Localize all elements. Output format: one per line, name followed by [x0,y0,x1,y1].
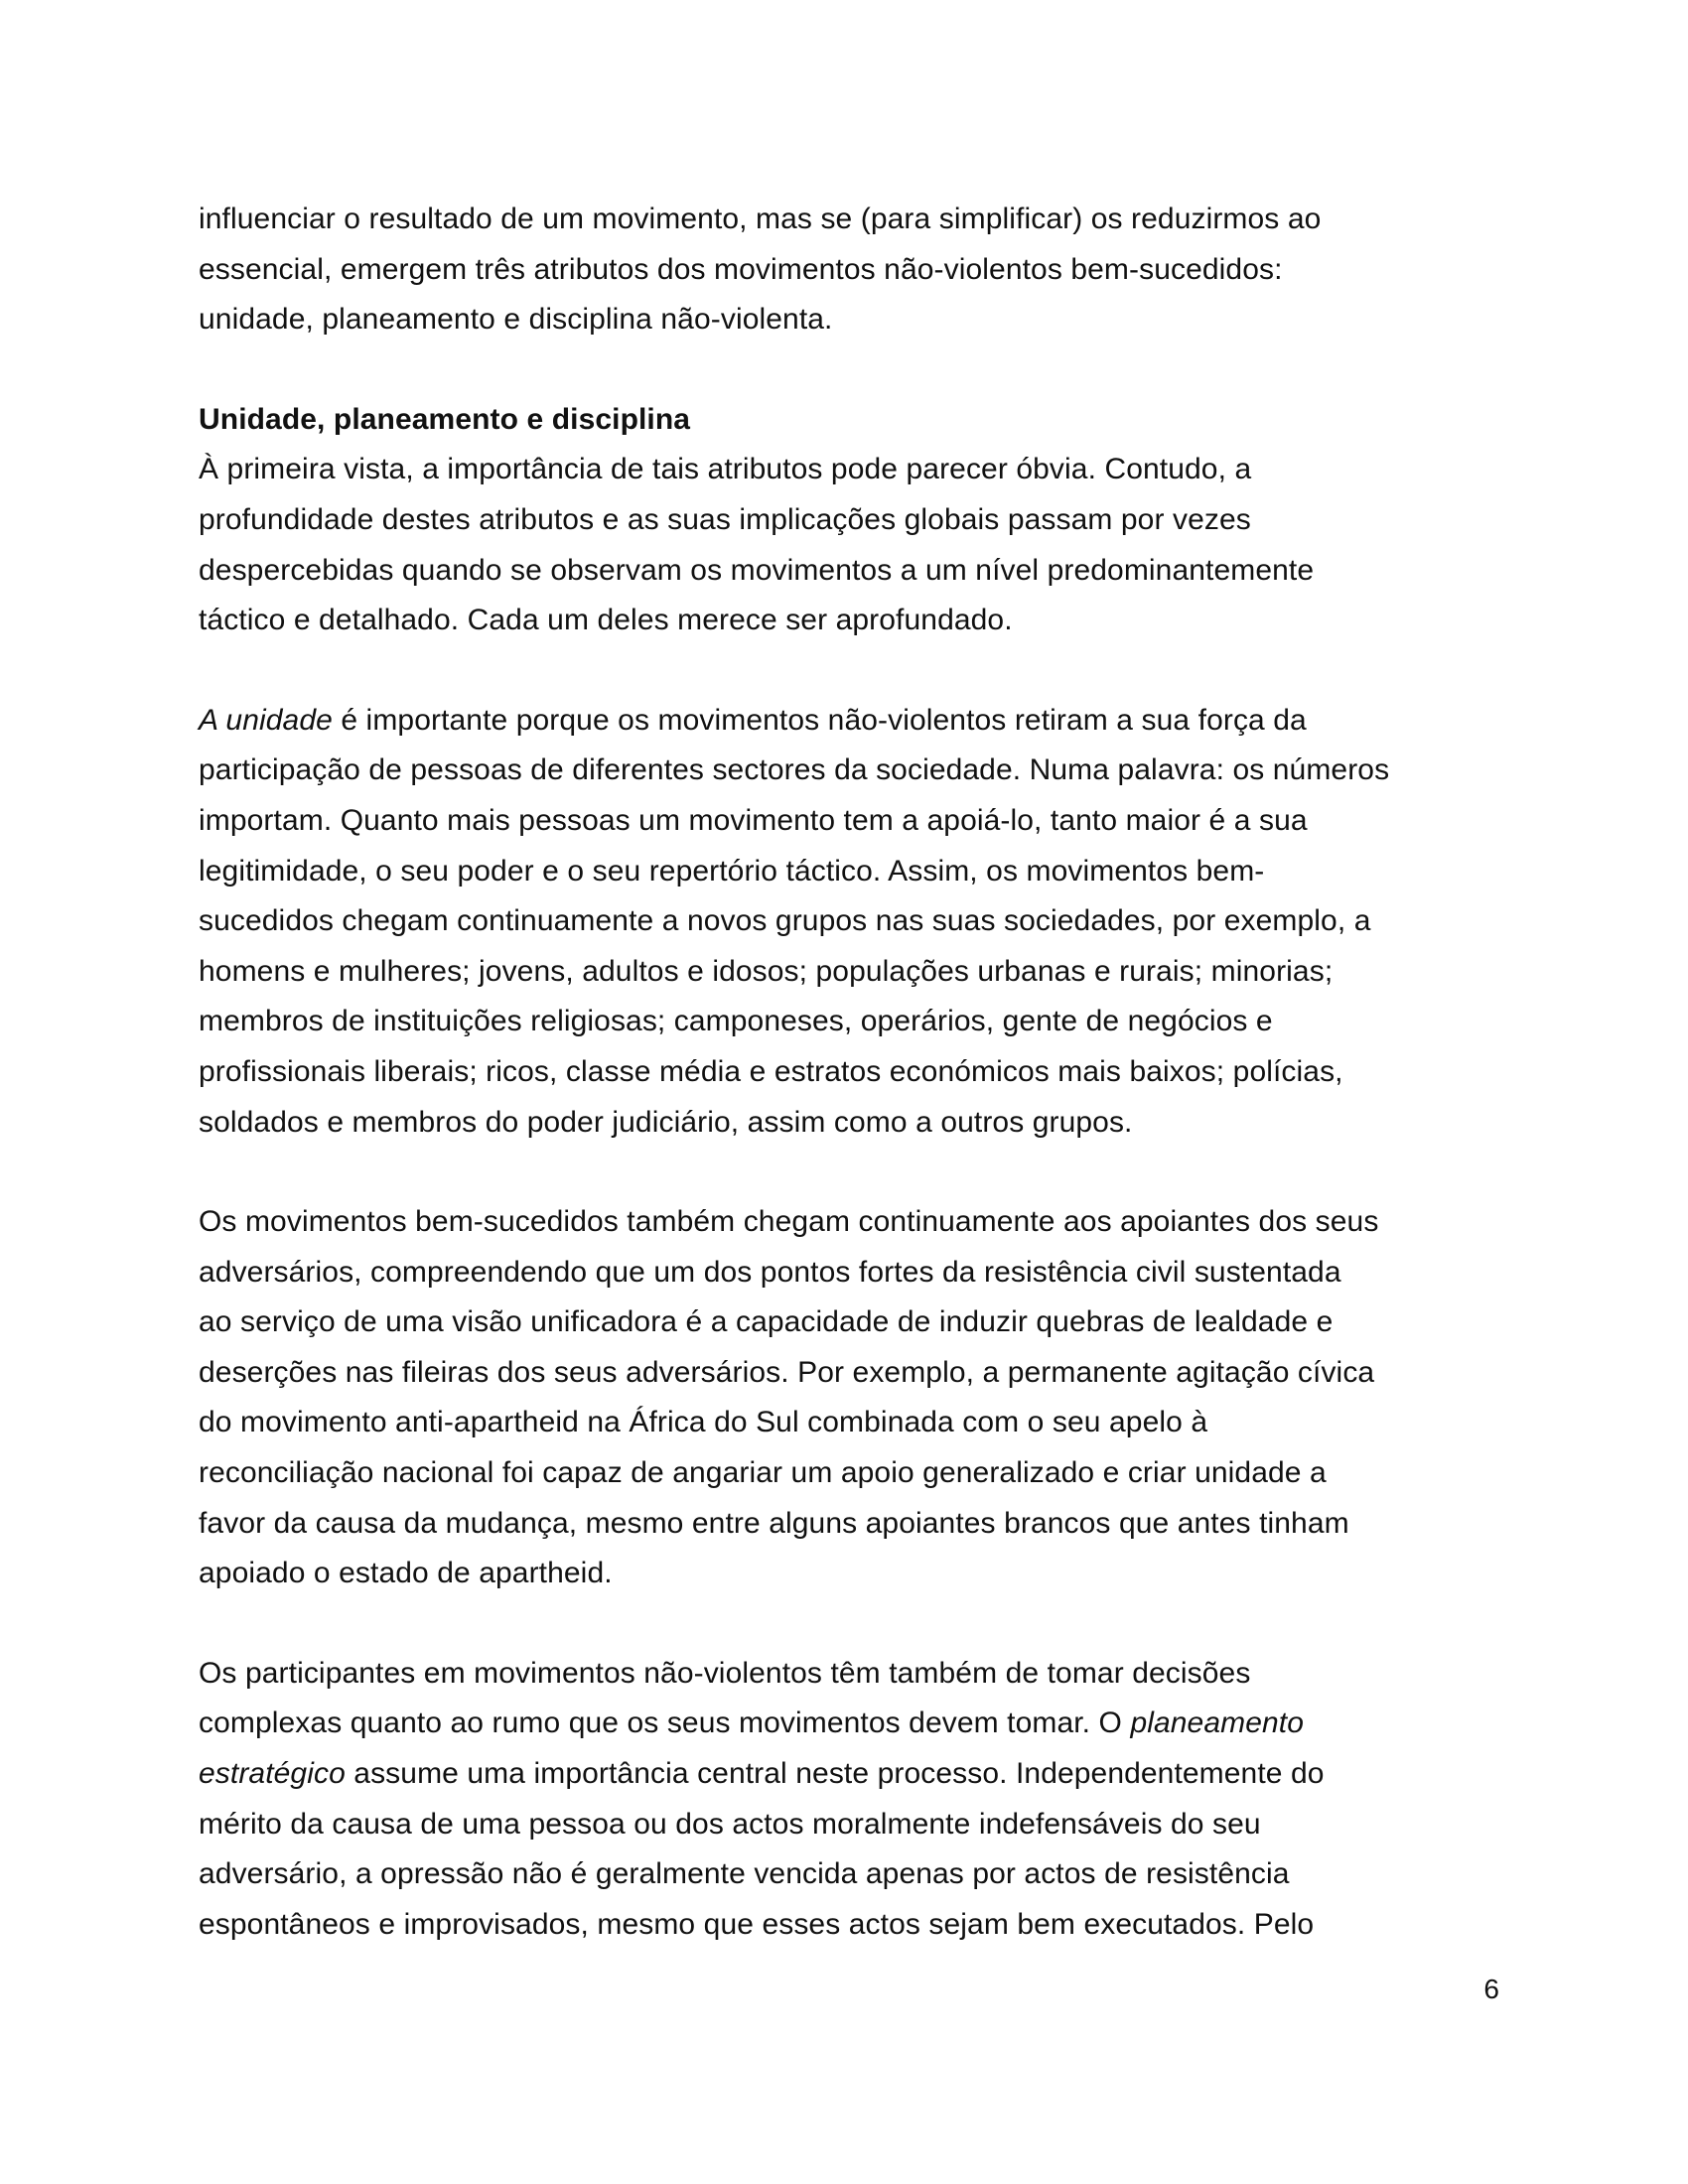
text-line: homens e mulheres; jovens, adultos e idosos; populações urbanas e rurais; minorias; [199,954,1334,988]
text-line: profundidade destes atributos e as suas implicações globais passam por vezes [199,502,1251,536]
unity-paragraph [199,696,1489,1148]
text-line: despercebidas quando se observam os movimentos a um nível predominantemente [199,553,1315,587]
text-line: do movimento anti-apartheid na África do Sul combinada com o seu apelo à [199,1406,1208,1439]
text-line: participação de pessoas de diferentes sectores da sociedade. Numa palavra: os números [199,753,1390,787]
paragraph-spacer [199,1148,1489,1197]
text-line: apoiado o estado de apartheid. [199,1557,613,1590]
text-line [199,696,1489,747]
text-line: essencial, emergem três atributos dos movimentos não-violentos bem-sucedidos: [199,252,1283,286]
text-run: assume uma importância central neste processo. Independentemente do [345,1757,1325,1791]
text-line: membros de instituições religiosas; camponeses, operários, gente de negócios e [199,1005,1273,1038]
section-heading: Unidade, planeamento e disciplina [199,402,691,436]
text-line: favor da causa da mudança, mesmo entre alguns apoiantes brancos que antes tinham [199,1506,1349,1540]
text-line [199,1699,1489,1749]
paragraph-spacer [199,1599,1489,1649]
text-line [199,1749,1489,1800]
text-line: adversário, a opressão não é geralmente vencida apenas por actos de resistência [199,1857,1290,1891]
text-line: unidade, planeamento e disciplina não-violenta. [199,303,833,337]
text-line: sucedidos chegam continuamente a novos grupos nas suas sociedades, por exemplo, a [199,904,1371,938]
text-line: ao serviço de uma visão unificadora é a capacidade de induzir quebras de lealdade e [199,1305,1334,1339]
text-run: é importante porque os movimentos não-violentos retiram a sua força da [332,703,1307,737]
text-run: complexas quanto ao rumo que os seus movimentos devem tomar. O [199,1706,1131,1740]
text-line: mérito da causa de uma pessoa ou dos actos moralmente indefensáveis do seu [199,1807,1261,1841]
page-number: 6 [1483,1974,1499,2004]
text-line: legitimidade, o seu poder e o seu repertório táctico. Assim, os movimentos bem- [199,854,1265,887]
supporters-paragraph [199,1197,1489,1599]
text-line: influenciar o resultado de um movimento, mas se (para simplificar) os reduzirmos ao [199,203,1322,235]
planning-term: planeamento [1130,1706,1305,1740]
text-line: deserções nas fileiras dos seus adversários. Por exemplo, a permanente agitação cívica [199,1355,1375,1389]
text-line: reconciliação nacional foi capaz de angariar um apoio generalizado e criar unidade a [199,1456,1327,1490]
planning-paragraph [199,1649,1489,1951]
planning-term: estratégico [199,1757,346,1791]
text-line: soldados e membros do poder judiciário, assim como a outros grupos. [199,1105,1133,1139]
text-line: Os movimentos bem-sucedidos também chegam continuamente aos apoiantes dos seus [199,1205,1379,1239]
text-line: profissionais liberais; ricos, classe média e estratos económicos mais baixos; polícias, [199,1054,1343,1088]
intro-paragraph [199,195,1489,345]
paragraph-spacer [199,345,1489,395]
page-body [199,195,1489,1950]
section-unity-planning-discipline [199,395,1489,646]
text-line: espontâneos e improvisados, mesmo que esses actos sejam bem executados. Pelo [199,1907,1315,1941]
paragraph-spacer [199,646,1489,696]
text-line: Os participantes em movimentos não-violentos têm também de tomar decisões [199,1656,1251,1690]
text-line: À primeira vista, a importância de tais atributos pode parecer óbvia. Contudo, a [199,453,1252,486]
text-line: importam. Quanto mais pessoas um movimento tem a apoiá-lo, tanto maior é a sua [199,803,1308,837]
text-line: adversários, compreendendo que um dos pontos fortes da resistência civil sustentada [199,1255,1341,1289]
unity-term: A unidade [199,703,333,737]
text-line: táctico e detalhado. Cada um deles merece ser aprofundado. [199,604,1013,637]
